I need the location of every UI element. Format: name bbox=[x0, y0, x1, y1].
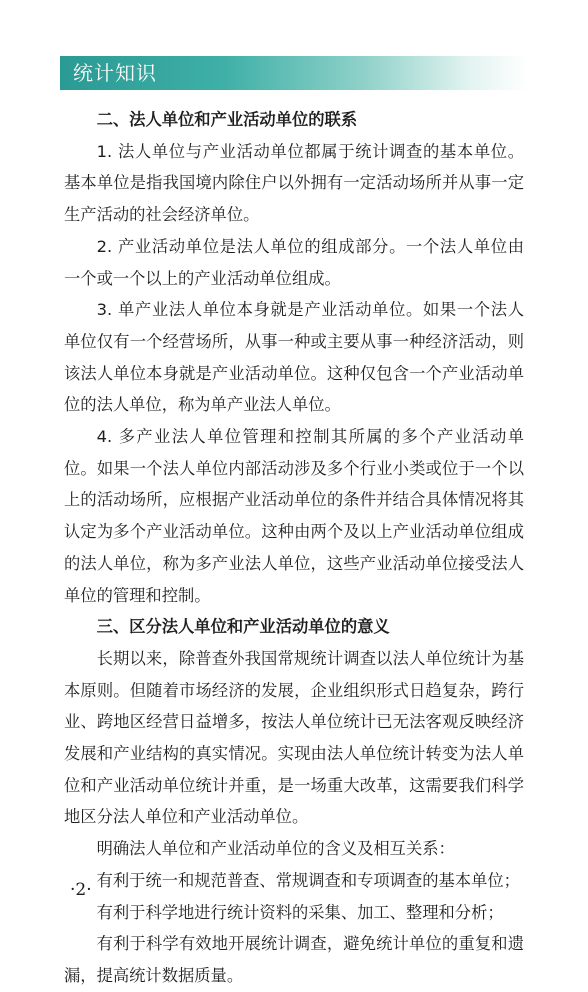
paragraph: 有利于统一和规范普查、常规调查和专项调查的基本单位； bbox=[96, 870, 520, 890]
page-number: ·2· bbox=[70, 880, 92, 900]
article-body bbox=[64, 104, 524, 992]
paragraph: 明确法人单位和产业活动单位的含义及相互关系： bbox=[96, 839, 455, 859]
section-heading: 三、区分法人单位和产业活动单位的意义 bbox=[96, 617, 390, 637]
section-header-title: 统计知识 bbox=[73, 61, 157, 85]
paragraph: 3. 单产业法人单位本身就是产业活动单位。如果一个法人单位仅有一个经营场所，从事一种或主要从事一种经济活动，则该法人单位本身就是产业活动单位。这种仅包含一个产业活动单位的法人单位，称为单产业法人单位。 bbox=[64, 300, 524, 415]
paragraph: 2. 产业活动单位是法人单位的组成部分。一个法人单位由一个或一个以上的产业活动单位组成。 bbox=[64, 236, 524, 288]
paragraph: 有利于科学地进行统计资料的采集、加工、整理和分析； bbox=[96, 902, 504, 922]
section-header-band bbox=[60, 56, 528, 90]
paragraph: 4. 多产业法人单位管理和控制其所属的多个产业活动单位。如果一个法人单位内部活动涉及多个行业小类或位于一个以上的活动场所，应根据产业活动单位的条件并结合具体情况将其认定为多个产业活动单位。这种由两个及以上产业活动单位组成的法人单位，称为多产业法人单位，这些产业活动单位接受法人单位的管理和控制。 bbox=[64, 427, 524, 605]
paragraph: 有利于科学有效地开展统计调查，避免统计单位的重复和遗漏，提高统计数据质量。 bbox=[64, 934, 524, 985]
section-heading: 二、法人单位和产业活动单位的联系 bbox=[96, 110, 358, 129]
paragraph: 1. 法人单位与产业活动单位都属于统计调查的基本单位。基本单位是指我国境内除住户以外拥有一定活动场所并从事一定生产活动的社会经济单位。 bbox=[64, 141, 524, 225]
paragraph: 长期以来，除普查外我国常规统计调查以法人单位统计为基本原则。但随着市场经济的发展，企业组织形式日趋复杂，跨行业、跨地区经营日益增多，按法人单位统计已无法客观反映经济发展和产业结构的真实情况。实现由法人单位统计转变为法人单位和产业活动单位统计并重，是一场重大改革，这需要我们科学地区分法人单位和产业活动单位。 bbox=[64, 648, 524, 827]
